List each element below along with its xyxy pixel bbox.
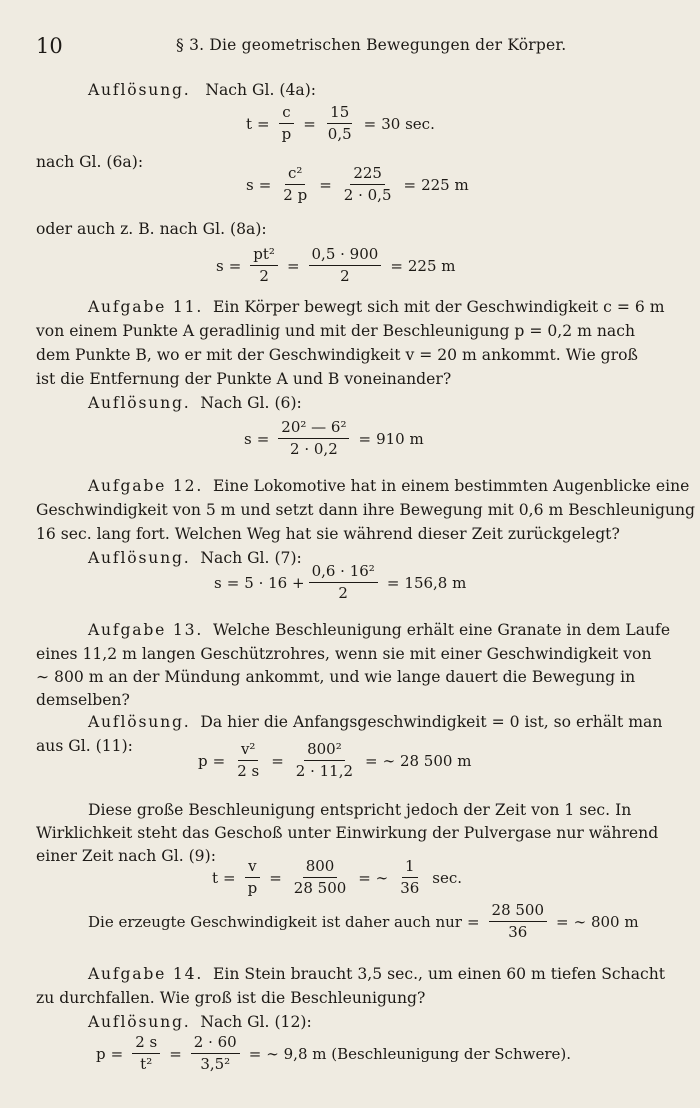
fraction: $\frac{1}{36}$ bbox=[400, 857, 420, 897]
fraction: $\frac{15}{0,5}$ bbox=[327, 103, 352, 143]
page-number: 10 bbox=[36, 34, 63, 58]
text-line: ist die Entfernung der Punkte A und B voneinander? bbox=[36, 370, 452, 388]
text-line: Geschwindigkeit von 5 m und setzt dann ihre Bewegung mit 0,6 m Beschleunigung bbox=[36, 501, 696, 519]
equation-8: Die erzeugte Geschwindigkeit ist daher auch nur = $\frac{28 500}{36}$ = ∼ 800 m bbox=[88, 901, 639, 941]
fraction: $\frac{v}{p}$ bbox=[245, 858, 261, 897]
problem-14: Aufgabe 14. Ein Stein braucht 3,5 sec., um einen 60 m tiefen Schacht bbox=[88, 965, 666, 983]
equation-2: s = $\frac{\text{c²}}{2 p}$ = $\frac{225}{2 \cdot 0,5}$ = 225 m bbox=[246, 164, 469, 204]
fraction: $\frac{c}{p}$ bbox=[279, 104, 295, 143]
text-line: nach Gl. (6a): bbox=[36, 153, 144, 171]
text-line: Diese große Beschleunigung entspricht jedoch der Zeit von 1 sec. In bbox=[88, 801, 632, 819]
text-line: Wirklichkeit steht das Geschoß unter Einwirkung der Pulvergase nur während bbox=[36, 824, 659, 842]
problem-13: Aufgabe 13. Welche Beschleunigung erhält eine Granate in dem Laufe bbox=[88, 621, 671, 639]
problem-12: Aufgabe 12. Eine Lokomotive hat in einem bestimmten Augenblicke eine bbox=[88, 477, 690, 495]
equation-5: s = 5 · 16 + $\frac{\text{0,6 · 16²}}{2}$ = 156,8 m bbox=[214, 562, 467, 602]
equation-7: t = $\frac{v}{p}$ = $\frac{800}{28 500}$ = ∼ $\frac{1}{36}$ sec. bbox=[212, 857, 463, 897]
text-line: eines 11,2 m langen Geschützrohres, wenn sie mit einer Geschwindigkeit von bbox=[36, 645, 652, 663]
fraction: $\frac{\text{800²}}{2 \cdot 11,2}$ bbox=[295, 740, 354, 780]
fraction: $\frac{\text{20² — 6²}}{2 \cdot 0,2}$ bbox=[278, 419, 349, 458]
fraction: $\frac{2 s}{\text{t²}}$ bbox=[132, 1034, 160, 1073]
text-line: 16 sec. lang fort. Welchen Weg hat sie während dieser Zeit zurückgelegt? bbox=[36, 525, 620, 543]
fraction: $\frac{225}{2 \cdot 0,5}$ bbox=[343, 164, 392, 204]
equation-1: t = $\frac{c}{p}$ = $\frac{15}{0,5}$ = 30 sec. bbox=[246, 103, 435, 143]
text-line: dem Punkte B, wo er mit der Geschwindigkeit v = 20 m ankommt. Wie groß bbox=[36, 346, 638, 364]
text-line: demselben? bbox=[36, 691, 130, 709]
equation-4: s = $\frac{\text{20² — 6²}}{2 \cdot 0,2}$ = 910 m bbox=[244, 418, 424, 458]
text-line: von einem Punkte A geradlinig und mit der Beschleunigung p = 0,2 m nach bbox=[36, 322, 635, 340]
fraction: $\frac{0,5 \cdot 900}{2}$ bbox=[309, 246, 382, 285]
fraction: $\frac{\text{0,6 · 16²}}{2}$ bbox=[309, 563, 378, 602]
text-line: einer Zeit nach Gl. (9): bbox=[36, 847, 216, 865]
solution-11: Auflösung. Nach Gl. (6): bbox=[88, 394, 302, 412]
fraction: $\frac{\text{v²}}{2 s}$ bbox=[237, 740, 260, 780]
solution-14: Auflösung. Nach Gl. (12): bbox=[88, 1013, 312, 1031]
text-line: zu durchfallen. Wie groß ist die Beschleunigung? bbox=[36, 989, 426, 1007]
solution-intro: Auflösung. Nach Gl. (4a): bbox=[88, 81, 317, 99]
fraction: $\frac{28 500}{36}$ bbox=[489, 902, 548, 941]
solution-13: Auflösung. Da hier die Anfangsgeschwindigkeit = 0 ist, so erhält man bbox=[88, 713, 663, 731]
text-line: ∼ 800 m an der Mündung ankommt, und wie lange dauert die Bewegung in bbox=[36, 668, 636, 686]
fraction: $\frac{2 \cdot 60}{\text{3,5²}}$ bbox=[191, 1034, 240, 1073]
fraction: $\frac{800}{28 500}$ bbox=[293, 857, 347, 897]
equation-6: p = $\frac{\text{v²}}{2 s}$ = $\frac{\text{800²}}{2 \cdot 11,2}$ = ∼ 28 500 m bbox=[198, 740, 472, 780]
running-header: § 3. Die geometrischen Bewegungen der Körper. bbox=[176, 36, 567, 54]
equation-9: p = $\frac{2 s}{\text{t²}}$ = $\frac{2 \cdot 60}{\text{3,5²}}$ = ∼ 9,8 m (Beschleunigung der Schwere). bbox=[96, 1033, 571, 1073]
solution-12: Auflösung. Nach Gl. (7): bbox=[88, 549, 302, 567]
problem-11: Aufgabe 11. Ein Körper bewegt sich mit der Geschwindigkeit c = 6 m bbox=[88, 298, 665, 316]
fraction: $\frac{\text{pt²}}{2}$ bbox=[250, 246, 278, 285]
fraction: $\frac{\text{c²}}{2 p}$ bbox=[283, 164, 308, 204]
text-line: aus Gl. (11): bbox=[36, 737, 133, 755]
equation-3: s = $\frac{\text{pt²}}{2}$ = $\frac{0,5 \cdot 900}{2}$ = 225 m bbox=[216, 245, 456, 285]
text-line: oder auch z. B. nach Gl. (8a): bbox=[36, 220, 267, 238]
